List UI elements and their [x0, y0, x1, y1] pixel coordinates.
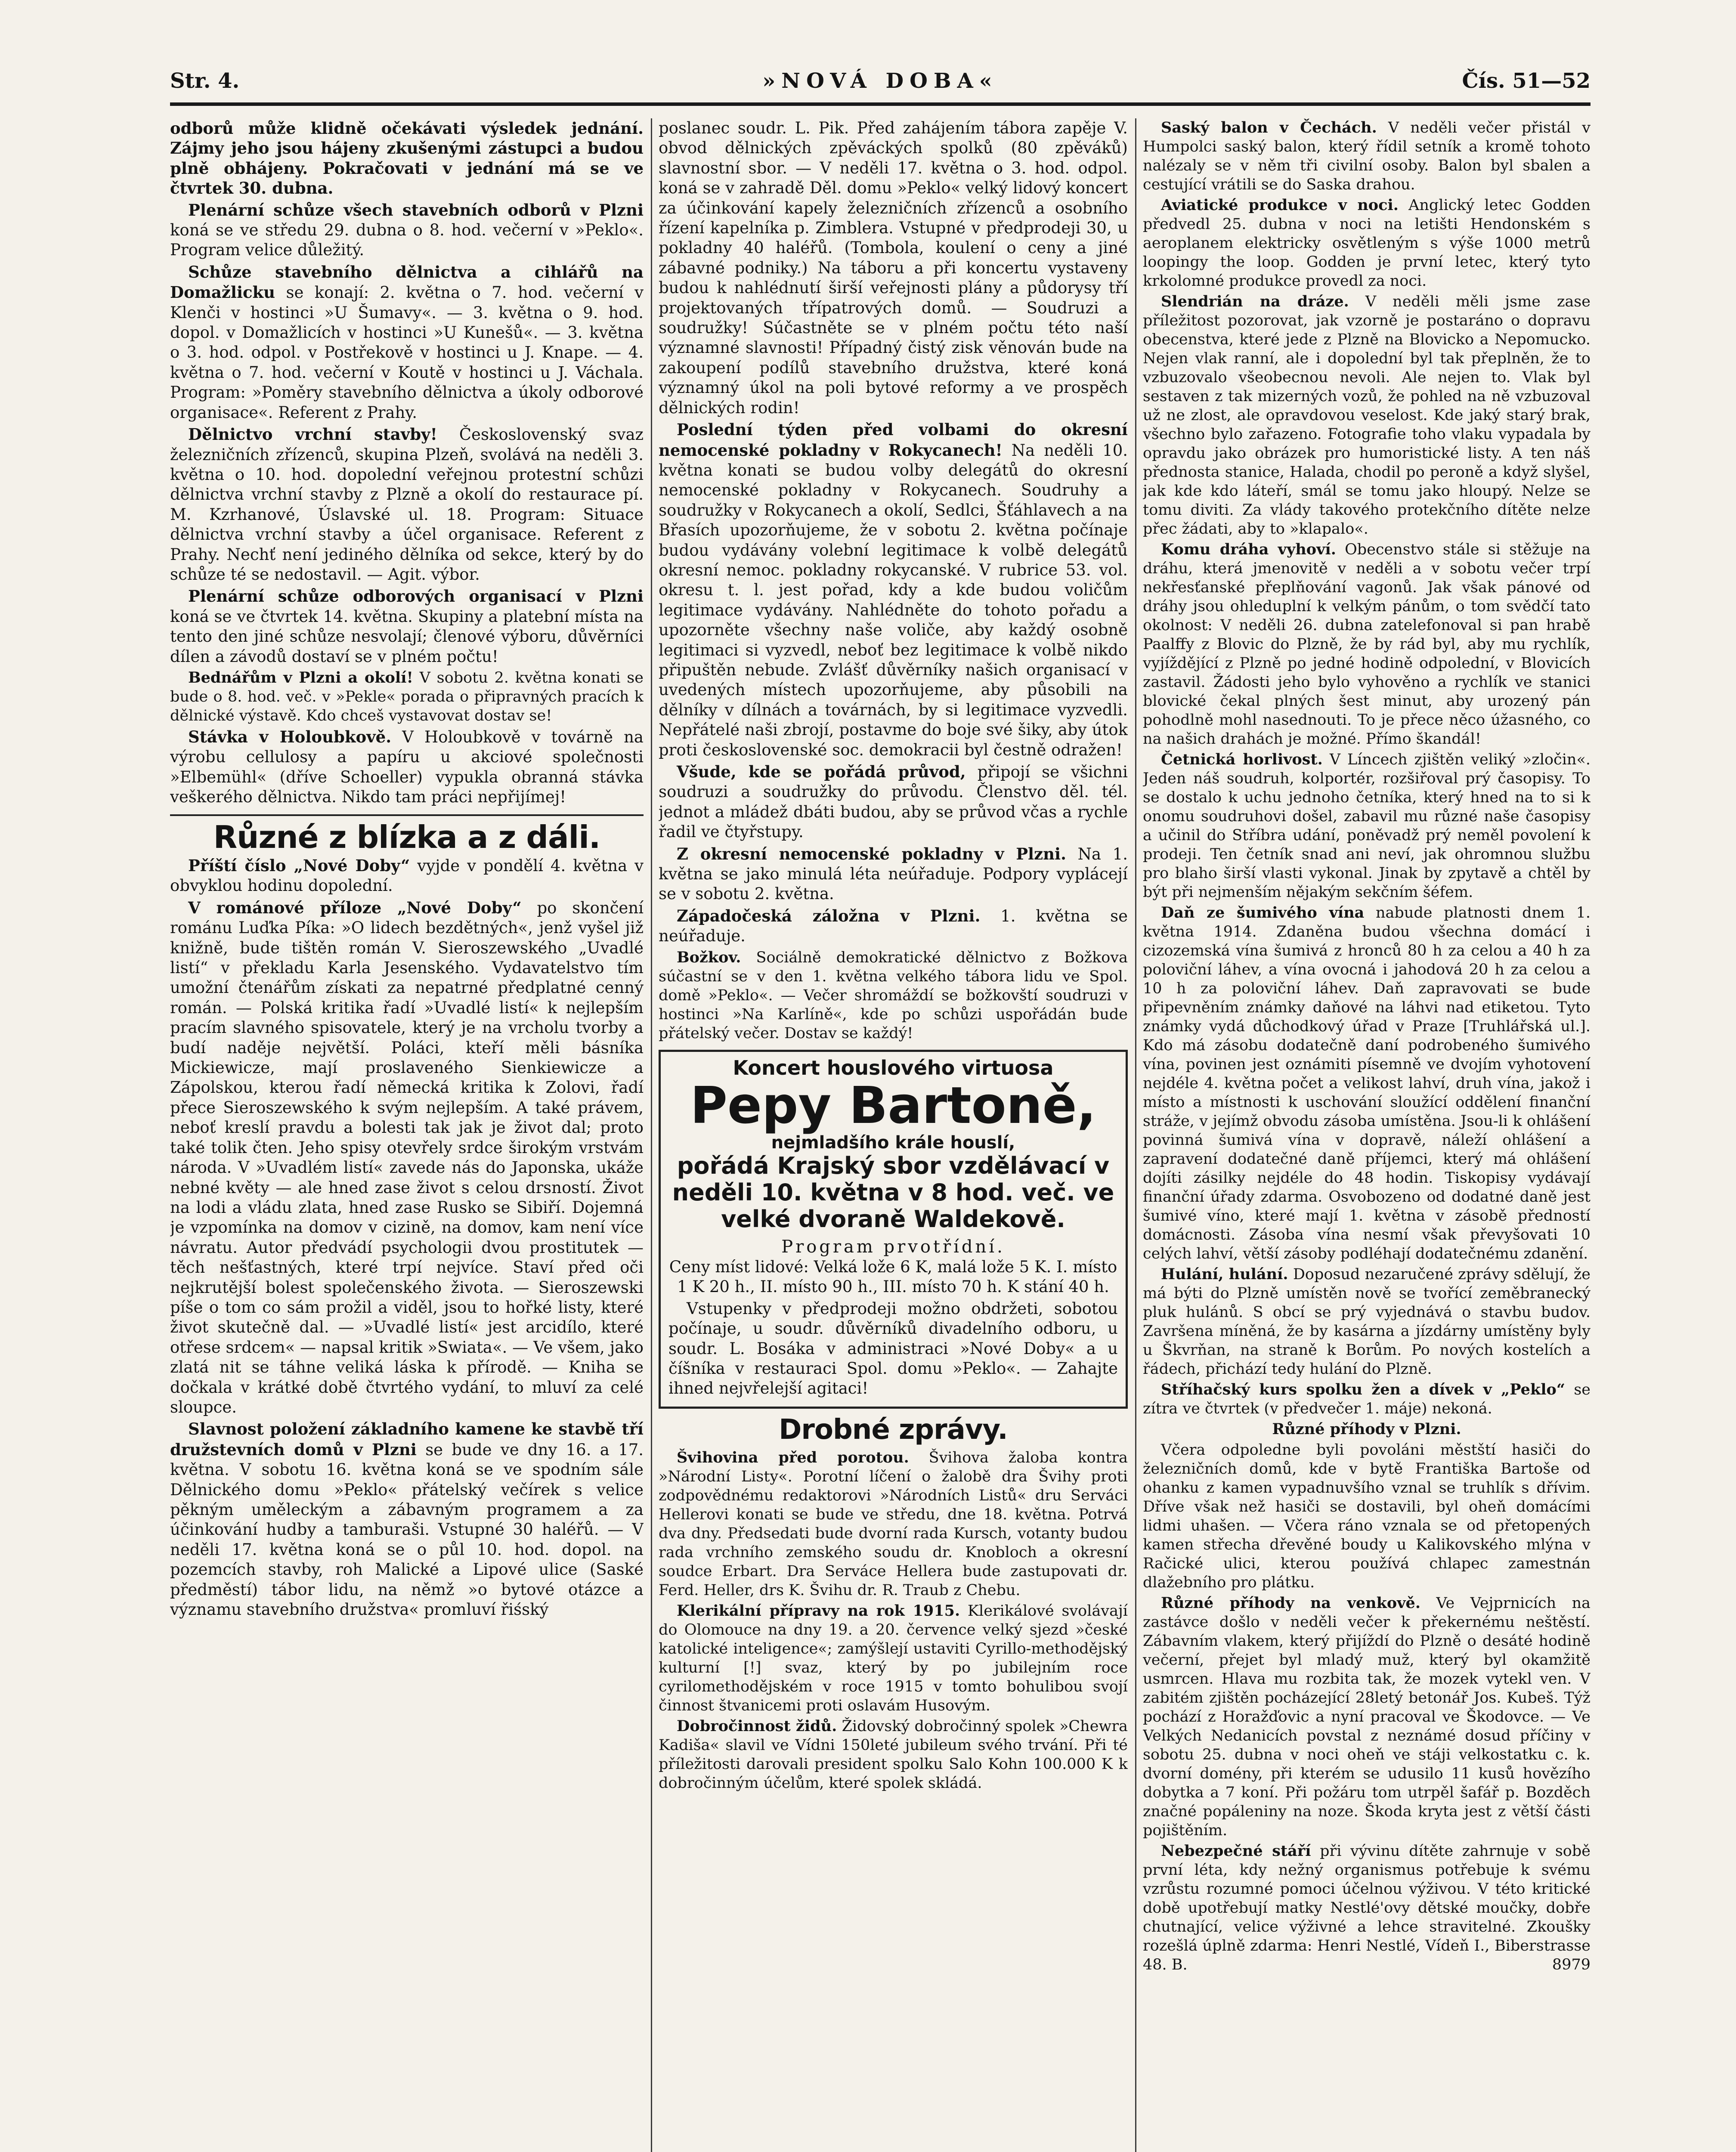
article-heading: Hulání, hulání. [1161, 1265, 1288, 1283]
article-heading: Komu dráha vyhoví. [1161, 541, 1336, 558]
article [1143, 903, 1591, 1263]
article-heading: Dělnictvo vrchní stavby! [188, 425, 437, 444]
concert-advertisement [659, 1050, 1128, 1409]
ad-event-details: pořádá Krajský sbor vzdělávací v neděli 10. května v 8 hod. več. ve velké dvoraně Waldekově. [672, 1152, 1114, 1233]
article-heading: Z okresní nemocenské pokladny v Plzni. [677, 844, 1066, 863]
article-paragraph: odborů může klidně očekávati výsledek jednání. Zájmy jeho jsou hájeny zkušenými zástupci a budou plně obhájeny. Pokračovati v jednání má se ve čtvrtek 30. dubna. [170, 119, 644, 198]
article-text: Švihova žaloba kontra »Národní Listy«. Porotní líčení o žalobě dra Švihy proti zodpovědnému redaktorovi »Národních Listů« dru Serváci Hellerovi konati se bude ve středu, dne 18. května. Potrvá dva dny. Předsedati bude dvorní rada Kursch, votanty budou rada vrchního zemského soudu dr. Knobloch a okresní soudce Erbart. Dra Serváce Hellera bude zastupovati dr. Ferd. Heller, drs K. Švihu dr. R. Traub z Chebu. [659, 1449, 1128, 1599]
article-heading: Nebezpečné stáří [1161, 1842, 1311, 1860]
article [1143, 1842, 1591, 1974]
article-heading: Schůze stavebního dělnictva a cihlářů na Domažlicku [170, 262, 644, 302]
article-text: V Holoubkově v továrně na výrobu cellulosy a papíru u akciové společnosti »Elbemühl« (dříve Schoeller) vypukla obranná stávka veškerého dělnictva. Nikdo tam práci nepřijímej! [170, 727, 644, 807]
article-text: Československý svaz železničních zřízenců, skupina Plzeň, svolává na neděli 3. května o 10. hod. dopolední veřejnou protestní schůzi dělnictva vrchní stavby z Plzně a okolí do restaurace pí. M. Kzrhanové, Úslavské ul. 18. Program: Situace dělnictva vrchní stavby a účel organisace. Referent z Prahy. Nechť není jediného dělníka od sekce, který by do schůze té se nedostavil. — Agit. výbor. [170, 425, 644, 584]
article-text: koná se ve středu 29. dubna o 8. hod. večerní v »Peklo«. Program velice důležitý. [170, 221, 644, 260]
column-3 [1143, 118, 1591, 2152]
ad-prices: Ceny míst lidové: Velká lože 6 K, malá lože 5 K. I. místo 1 K 20 h., II. místo 90 h., III. místo 70 h. K stání 40 h. [669, 1257, 1117, 1296]
article-heading: Slavnost položení základního kamene ke stavbě tří družstevních domů v Plzni [170, 1419, 644, 1459]
article [659, 420, 1128, 760]
article-heading: Aviatické produkce v noci. [1161, 196, 1399, 214]
ad-performer-name: Pepy Bartoně, [690, 1076, 1096, 1135]
article-text: se zítra ve čtvrtek (v předvečer 1. máje) nekoná. [1143, 1381, 1591, 1417]
section-rule [170, 814, 644, 816]
article-heading: Stříhačský kurs spolku žen a dívek v „Peklo“ [1161, 1381, 1565, 1398]
article-heading: Příští číslo „Nové Doby“ [188, 856, 410, 875]
masthead-rule [170, 102, 1591, 106]
article [659, 1717, 1128, 1793]
ad-title-line: Koncert houslového virtuosa [733, 1056, 1054, 1079]
article-paragraph: poslanec soudr. L. Pik. Před zahájením tábora zapěje V. obvod dělnických zpěváckých spolků (80 zpěváků) slavnostní sbor. — V neděli 17. května o 3. hod. odpol. koná se v zahradě Děl. domu »Peklo« velký lidový koncert za účinkování kapely železničních zřízenců a osobního řízení kapelníka p. Zimblera. Vstupné v předprodeji 30, u pokladny 40 haléřů. (Tombola, koulení o ceny a jiné zábavné podniky.) Na táboru a při koncertu vystaveny budou k nahlédnutí širší veřejnosti plány a půdorysy tří projektovaných třípatrových domů. — Soudruzi a soudružky! Súčastněte se v plném počtu této naší významné slavnosti! Případný čistý zisk věnován bude na zakoupení podílů stavebního družstva, které koná významný úkol na poli bytové reformy a ve prospěch dělnických rodin! [659, 119, 1128, 417]
article-text: při vývinu dítěte zahrnuje v sobě první léta, kdy nežný organismus potřebuje k svému vzrůstu rozumné pomoci účelnou výživou. V této kritické době upotřebují matky Nestlé'ovy dětské moučky, dobře chutnající, velice výživné a lehce stravitelné. Zkoušky rozešlá úplně zdarma: Henri Nestlé, Vídeň I., Biberstrasse 48. B. [1143, 1843, 1591, 1973]
article-text: Klerikálové svolávají do Olomouce na dny 19. a 20. července velký sjezd »české katolické inteligence«; zamýšlejí ustaviti Cyrillo-methodějský kulturní [!] svaz, který by po jubilejním roce cyrilomethodějském v roce 1915 v tomto bohulibou svojí činnost štvanicemi proti oslavám Husovým. [659, 1602, 1128, 1715]
article [170, 424, 644, 584]
article-text: se bude ve dny 16. a 17. května. V sobotu 16. května koná se ve spodním sále Dělnického domu »Peklo« přátelský večírek s velice pěkným uměleckým a zábavným programem a za účinkování hudby a tamburaši. Vstupné 30 haléřů. — V neděli 17. května koná se o půl 10. hod. dopol. na pozemcích stavby, roh Malické a Lipové ulice (Saské předměstí) tábor lidu, na němž »o bytové otázce a významu stavebního družstva« promluví řiśský [170, 1440, 644, 1619]
article [170, 668, 644, 725]
article [659, 948, 1128, 1043]
article-text: nabude platnosti dnem 1. května 1914. Zdaněna budou všechna domácí i cizozemská vína šumivá z hronců 80 h za celou a 40 h za poloviční láhev, a vína ovocná i jahodová 20 h za celou a 10 h za poloviční láhev. Daň zapravovati se bude připevněním známky daňové na láhvi nad etiketou. Tyto známky vydá důchodkový úřad v Praze [Truhlářská ul.]. Kdo má zásobu dodatečně daní podrobeného šumivého vína, povinen jest oznámiti písemně ve dvojím vyhotovení nejdéle 4. května počet a velikost lahví, druh vína, jakož i místo a místnosti k uschování sloužící oddělení finanční stráže, v jejímž obvodu zásoba umístěna. Jsou-li k ohlášení povinná šumivá vína v dopravě, náleží ohlášení a zapravení dodatečné daně příjemci, který má ohlášení dojíti zásilky nejdéle do 48 hodin. Tiskopisy vydávají finanční úřady zdarma. Osvobozeno od dodatné daně jest šumivé víno, které mají 1. května v zásobě předností domácnosti. Zásoba vína nesmí však převyšovati 10 celých lahví, větší zásoby podléhají dodatečnému zdanění. [1143, 904, 1591, 1262]
article-heading: V románové příloze „Nové Doby“ [188, 898, 522, 917]
article-heading: Různé příhody na venkově. [1161, 1594, 1421, 1612]
article-heading: Klerikální přípravy na rok 1915. [677, 1602, 960, 1620]
article [1143, 118, 1591, 194]
article-text: Doposud nezaručené zprávy sdělují, že má býti do Plzně umístěn nově se tvořící zeměbranecký pluk hulánů. S obcí se prý vyjednává o stavbu budov. Završena míněná, že by kasárna a jízdárny umístěny byly u Škvrňan, na straně k Borům. Po nových kostelích a řádech, přichází tedy hulání do Plzně. [1143, 1266, 1591, 1378]
article-text: Anglický letec Godden předvedl 25. dubna v noci na letišti Hendonském s aeroplanem elektricky osvětleným s výše 1000 metrů loopingy the loop. Godden je první letec, který tyto krkolomné produkce provedl za noci. [1143, 197, 1591, 290]
article-text: Ve Vejprnicích na zastávce došlo v neděli večer k překernému neštěstí. Zábavním vlakem, který přijíždí do Plzně o desáté hodině večerní, přejet byl mladý muž, který byl okamžitě usmrcen. Hlava mu rozbita tak, že mozek vytekl ven. V zabitém zjištěn pocházející 28letý betonář Jos. Kubeš. Týž pochází z Horažďovic a nyní pracoval ve Škodovce. — Ve Velkých Nedanicích povstal z neznámé dosud příčiny v sobotu 25. dubna v noci oheň ve stáji velkostatku c. k. dvorní domény, při kterém se udusilo 11 kusů hovězího dobytka a 7 koní. Při požáru tom utrpěl šafář p. Bozděch značné popáleniny na noze. Škoda kryta jest z větší části pojištěním. [1143, 1595, 1591, 1839]
article [170, 586, 644, 667]
article-text: po skončení románu Luďka Píka: »O lidech bezdětných«, jenž vyšel již knižně, bude tištěn román V. Sieroszewského „Uvadlé listí“ v překladu Karla Jesenského. Vydavatelstvo tím umožní čtenářům získati za nepatrné předplatné cenný román. — Polská kritika řadí »Uvadlé listí« k nejlepším pracím slavného spisovatele, který je na vrcholu tvorby a budí naděje největší. Poláci, kteří měli básníka Mickiewicze, mají proslaveného Sienkiewicze a Zápolskou, kterou řadí německá kritika k Zolovi, řadí přece Sieroszewského k svým nejlepším. A také právem, neboť kreslí pravdu a bolesti tak jak je život dal; proto také tolik čten. Jeho spisy otevřely srdce širokým vrstvám národa. V »Uvadlém listí« zavede nás do Japonska, ukáže nebné květy — ale hned zase život s celou drsností. Život na lodi a vládu zlata, hned zase Rusko se Sibiří. Dojemná je vzpomínka na domov v cizině, na domov, kam není více návratu. Autor předvádí psychologii dvou prostitutek — těch nešťastných, které trpí nejvíce. Staví před oči nejkrutější bolest společenského života. — Sieroszewski píše o tom co sám prožil a viděl, jsou to hořké listy, které život skutečně dal. — »Uvadlé listí« jest arcidílo, které otřese srdcem« — napsal kritik »Swiata«. — Ve všem, jako zlatá nit se táhne veliká láska k přírodě. — Kniha se dočkala v krátké době čtvrtého vydání, to mluví za celé sloupce. [170, 898, 644, 1416]
article [1143, 1594, 1591, 1840]
article-heading: Bednářům v Plzni a okolí! [188, 668, 413, 686]
issue-number: Čís. 51—52 [1462, 69, 1591, 93]
article-heading: Různé příhody v Plzni. [1272, 1420, 1461, 1438]
section-heading: Drobné zprávy. [779, 1413, 1008, 1446]
article [170, 262, 644, 423]
article [1143, 292, 1591, 538]
newspaper-title: »NOVÁ DOBA« [762, 69, 998, 93]
column-divider [1135, 118, 1136, 2152]
article-text: Na neděli 10. května konati se budou volby delegátů do okresní nemocenské pokladny v Rokycanech. Soudruhy a soudružky v Rokycanech a okolí, Sedlci, Šťáhlavech a na Břasích upozorňujeme, že v sobotu 2. května počínaje budou vydávány volební legitimace k volbě delegátů okresní nemoc. pokladny rokycanské. V rubrice 53. vol. okresu t. l. jest pořad, kdy a kde budou voličům legitimace vydávány. Nahlédněte do tohoto pořadu a upozorněte všechny naše voliče, aby každý osobně legitimaci si vyzvedl, neboť bez legitimace k volbě nikdo připuštěn nebude. Zvlášť důvěrníky našich organisací v uvedených místech upozorňujeme, aby působili na dělníky v dílnách a továrnách, by si legitimace vyzvedli. Nepřátelé naši zbrojí, postavme do boje své šiky, aby útok proti československé soc. demokracii byl čestně odražen! [659, 441, 1128, 759]
article-text: koná se ve čtvrtek 14. května. Skupiny a platební místa na tento den jiné schůze nesvolají; členové výboru, důvěrníci dílen a závodů dostaví se v plném počtu! [170, 607, 644, 666]
ad-tickets: Vstupenky v předprodeji možno obdržeti, sobotou počínaje, u soudr. důvěrníků divadelního odboru, u soudr. L. Bosáka v administraci »Nové Doby« a u číšníka v restauraci Spol. domu »Peklo«. — Zahajte ihned nejvřelejší agitaci! [668, 1299, 1118, 1398]
column-divider [651, 118, 652, 2152]
column-2 [659, 118, 1128, 2152]
article-text: Židovský dobročinný spolek »Chewra Kadiša« slavil ve Vídni 150leté jubileum svého trvání. Při té příležitosti darovali president spolku Salo Kohn 100.000 K k dobročinným účelům, které spolek skládá. [659, 1718, 1128, 1792]
article [1143, 1265, 1591, 1379]
article-heading: Dobročinnost židů. [677, 1717, 837, 1735]
article [170, 856, 644, 896]
article [659, 1602, 1128, 1715]
article [659, 762, 1128, 842]
article-text: V sobotu 2. května konati se bude o 8. hod. več. v »Pekle« porada o připravných pracích k dělnické výstavě. Kdo chceš vystavovat dostav se! [170, 669, 644, 724]
article-heading: Saský balon v Čechách. [1161, 119, 1377, 136]
article-text: V neděli měli jsme zase příležitost pozorovat, jak vzorně je postaráno o dopravu obecenstva, které jede z Plzně na Blovicko a Nepomucko. Nejen vlak ranní, ale i dopolední byl tak přeplněn, že to vzbuzovalo všeobecnou nevoli. Ale nejen to. Vlak byl sestaven z tak mizerných vozů, že pohled na ně vzbuzoval už ne zlost, ale opravdovou veselost. Kde jaký starý brak, všechno bylo zařazeno. Fotografie toho vlaku vypadala by opravdu jako obrázek pro humoristické listy. A ten náš přednosta stanice, Halada, chodil po peroně a když slyšel, jak kde kdo láteří, smál se tomu jako hloupý. Nelze se tomu diviti. Za vlády takového protekčního dítěte nelze přec žádati, aby to »klapalo«. [1143, 293, 1591, 538]
article [659, 1448, 1128, 1600]
article [1143, 196, 1591, 291]
article-heading: Četnická horlivost. [1161, 751, 1323, 768]
ad-code: 8979 [1552, 1956, 1591, 1973]
article-heading: Slendrián na dráze. [1161, 293, 1349, 310]
ad-subtitle: nejmladšího krále houslí, [771, 1133, 1015, 1153]
article-text: Na 1. května se jako minulá léta neúřaduje. Podpory vyplácejí se v sobotu 2. května. [659, 844, 1128, 903]
article [1143, 1380, 1591, 1418]
article [1143, 540, 1591, 748]
article-text: Sociálně demokratické dělnictvo z Božkova súčastní se v den 1. května velkého tábora lidu ve Spol. domě »Peklo«. — Večer shromáždí se božkovští soudruzi v hostinci »Na Karlíně«, kde po schůzi uspořádán bude přátelský večer. Dostav se každý! [659, 949, 1128, 1042]
article-text: V neděli večer přistál v Humpolci saský balon, který řídil setník a kromě tohoto nalézaly se v něm tři civilní osoby. Balon byl sbalen a cestující vrátili se do Saska drahou. [1143, 119, 1591, 193]
article-text: se konají: 2. května o 7. hod. večerní v Klenči v hostinci »U Šumavy«. — 3. května o 9. hod. dopol. v Domažlicích v hostinci »U Kunešů«. — 3. května o 3. hod. odpol. v Postřekově v hostinci u J. Knape. — 4. května o 7. hod. večerní v Koutě v hostinci u J. Váchala. Program: »Poměry stavebního dělnictva a úkoly odborové organisace«. Referent z Prahy. [170, 283, 644, 422]
article [1143, 750, 1591, 902]
page-number: Str. 4. [170, 69, 240, 93]
masthead [170, 65, 1591, 103]
article-text: 1. května se neúřaduje. [659, 906, 1128, 946]
article-heading: Stávka v Holoubkově. [188, 727, 392, 746]
article-heading: Švihovina před porotou. [677, 1449, 909, 1467]
article [170, 200, 644, 260]
article-heading: Plenární schůze odborových organisací v Plzni [188, 587, 644, 606]
article [170, 727, 644, 807]
article [170, 1419, 644, 1620]
article [659, 844, 1128, 904]
article-text: Včera odpoledne byli povoláni městští hasiči do železničních domů, kde v bytě Františka Bartoše od ohanku z kamen vypadnuvšího vznal se truhlík s dřívim. Dříve však než hasiči se dostavili, byl oheň domácími lidmi uhašen. — Včera ráno vznala se od přetopených kamen střecha dřevěné boudy u Kalikovského mlýna v Račické ulici, kterou používá chlapec zamestnán dlažebního pro plátku. [1143, 1441, 1591, 1591]
section-heading: Různé z blízka a z dáli. [213, 819, 600, 855]
column-1 [170, 118, 644, 2152]
article-heading: Všude, kde se pořádá průvod, [677, 762, 966, 781]
article-text: V Líncech zjištěn veliký »zločin«. Jeden náš soudruh, kolportér, rozšiřoval prý časopisy. To se dostalo k uchu jednoho četníka, který hned na to si k onomu soudruhovi došel, zabavil mu různé naše časopisy a učinil do Stříbra udání, poněvadž prý neměl povolení k prodeji. Ten četník snad ani neví, jak ohromnou službu pro blaho širší vlasti vykonal. Jinak by zpytavě a chtěl by být při nejmenším nějakým sekčním šéfem. [1143, 751, 1591, 901]
article-text: připojí se všichni soudruzi a soudružky do průvodu. Členstvo děl. tél. jednot a mládež dbáti budou, aby se průvod včas a rychle řadil ve čtyřstupy. [659, 763, 1128, 841]
article-heading: Daň ze šumivého vína [1161, 904, 1365, 921]
article-heading: Poslední týden před volbami do okresní nemocenské pokladny v Rokycanech! [659, 420, 1128, 460]
article-text: vyjde v pondělí 4. května v obvyklou hodinu dopolední. [170, 856, 644, 895]
article-heading: Božkov. [677, 948, 741, 966]
article-heading: Plenární schůze všech stavebních odborů v Plzni [188, 200, 644, 220]
article-text: Obecenstvo stále si stěžuje na dráhu, která jmenovitě v neděli a v sobotu večer trpí nekřesťanské přeplňování vagonů. Jak však pánové od dráhy jsou ohleduplní k velkým pánům, o tom svědčí tato okolnost: V neděli 26. dubna zatelefonoval si pan hrabě Paalffy z Blovic do Plzně, že by rád byl, aby mu rychlík, vyjíždějící z Plzně po jedné hodině odpolední, v Blovicích zastavil. Žádosti jeho bylo vyhověno a rychlík ve stanici blovické čekal plných šest minut, aby urozený pán pohodlně mohl nasednouti. To je přece něco úžasného, co na našich drahách je možné. Přímo škandál! [1143, 541, 1591, 748]
ad-program: Program prvotřídní. [781, 1237, 1005, 1257]
article [659, 906, 1128, 946]
article-heading: Západočeská záložna v Plzni. [677, 906, 981, 925]
article [170, 898, 644, 1418]
